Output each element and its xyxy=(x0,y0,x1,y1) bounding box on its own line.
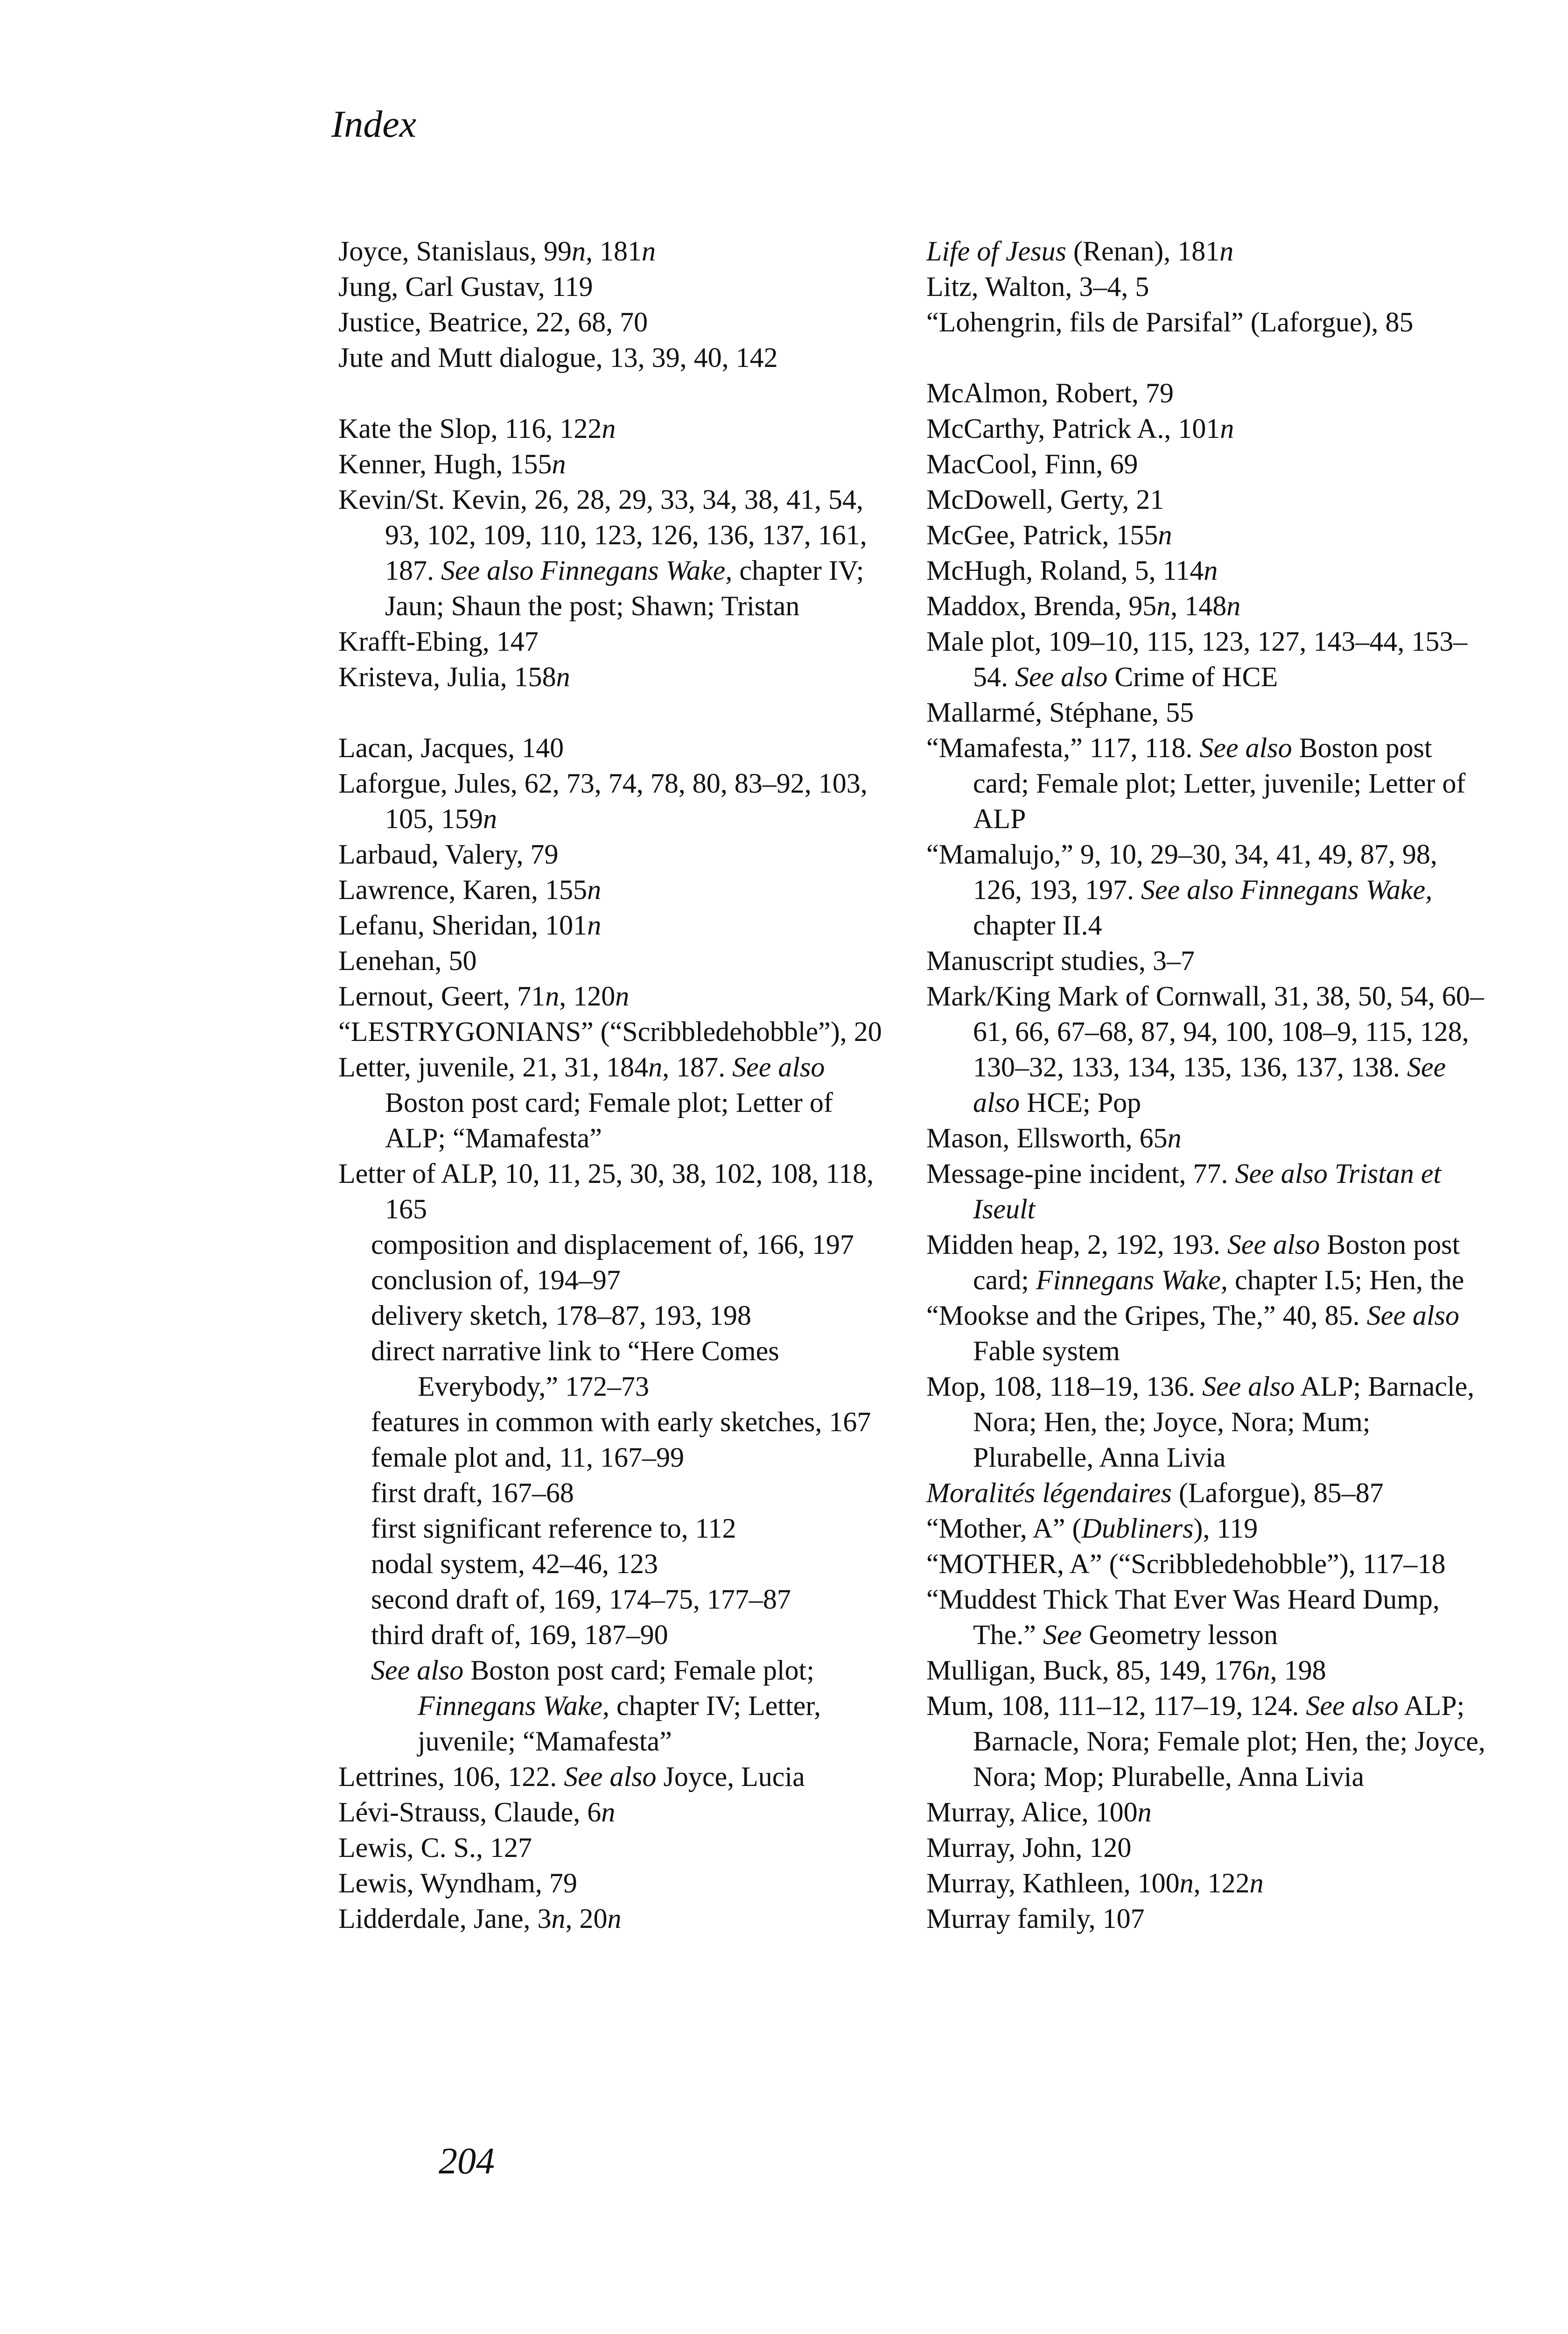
index-entry: Lenehan, 50 xyxy=(338,945,477,976)
index-entry: McGee, Patrick, 155n xyxy=(926,520,1172,550)
index-subentry: direct narrative link to “Here Comes Everybody,” 172–73 xyxy=(371,1336,779,1402)
index-subentry: See also Boston post card; Female plot; Finnegans Wake, chapter IV; Letter, juvenile; “Mamafesta” xyxy=(371,1655,821,1757)
index-entry: Lacan, Jacques, 140 xyxy=(338,732,564,763)
index-subentry: female plot and, 11, 167–99 xyxy=(371,1442,684,1473)
index-entry: Jute and Mutt dialogue, 13, 39, 40, 142 xyxy=(338,342,778,373)
index-subentry: features in common with early sketches, 167 xyxy=(371,1406,871,1437)
index-entry: “Muddest Thick That Ever Was Heard Dump, The.” See Geometry lesson xyxy=(926,1584,1440,1650)
index-entry: Lewis, Wyndham, 79 xyxy=(338,1868,577,1898)
index-entry: Murray, Kathleen, 100n, 122n xyxy=(926,1868,1264,1898)
index-entry: Kate the Slop, 116, 122n xyxy=(338,413,616,444)
index-entry: “MOTHER, A” (“Scribbledehobble”), 117–18 xyxy=(926,1548,1446,1579)
index-entry: Message-pine incident, 77. See also Tristan et Iseult xyxy=(926,1158,1442,1224)
index-column-left xyxy=(338,233,898,1936)
index-subentry: delivery sketch, 178–87, 193, 198 xyxy=(371,1300,751,1331)
index-entry: Kevin/St. Kevin, 26, 28, 29, 33, 34, 38, 41, 54, 93, 102, 109, 110, 123, 126, 136, 137, 161, 187. See also Finnegans Wake, chapter IV; Jaun; Shaun the post; Shawn; Tristan xyxy=(338,484,867,621)
index-subentry: first draft, 167–68 xyxy=(371,1477,574,1508)
index-entry: Krafft-Ebing, 147 xyxy=(338,626,539,657)
index-subentry: conclusion of, 194–97 xyxy=(371,1265,621,1295)
index-entry: Mulligan, Buck, 85, 149, 176n, 198 xyxy=(926,1655,1326,1686)
index-entry: Lawrence, Karen, 155n xyxy=(338,874,602,905)
index-entry: Lewis, C. S., 127 xyxy=(338,1832,532,1863)
index-subentry: second draft of, 169, 174–75, 177–87 xyxy=(371,1584,791,1615)
index-entry: Maddox, Brenda, 95n, 148n xyxy=(926,591,1241,621)
index-entry: “Mamafesta,” 117, 118. See also Boston post card; Female plot; Letter, juvenile; Letter of ALP xyxy=(926,732,1466,834)
index-entry: Larbaud, Valery, 79 xyxy=(338,839,559,870)
index-entry: Male plot, 109–10, 115, 123, 127, 143–44, 153–54. See also Crime of HCE xyxy=(926,626,1468,692)
index-entry: Lidderdale, Jane, 3n, 20n xyxy=(338,1903,622,1934)
letter-group-gap xyxy=(338,695,898,730)
index-entry: “Mother, A” (Dubliners), 119 xyxy=(926,1513,1258,1544)
index-entry: Letter of ALP, 10, 11, 25, 30, 38, 102, 108, 118, 165 xyxy=(338,1158,874,1224)
index-entry: McHugh, Roland, 5, 114n xyxy=(926,555,1218,586)
index-entry: Litz, Walton, 3–4, 5 xyxy=(926,271,1149,302)
letter-group-gap xyxy=(926,340,1486,375)
index-entry: “Mamalujo,” 9, 10, 29–30, 34, 41, 49, 87, 98, 126, 193, 197. See also Finnegans Wake, chapter II.4 xyxy=(926,839,1437,941)
index-entry: Lernout, Geert, 71n, 120n xyxy=(338,981,630,1012)
index-subentry: nodal system, 42–46, 123 xyxy=(371,1548,658,1579)
index-entry: “Lohengrin, fils de Parsifal” (Laforgue), 85 xyxy=(926,307,1414,337)
index-entry: Lévi-Strauss, Claude, 6n xyxy=(338,1797,616,1828)
index-entry: Joyce, Stanislaus, 99n, 181n xyxy=(338,236,656,267)
index-entry: “LESTRYGONIANS” (“Scribbledehobble”), 20 xyxy=(338,1016,882,1047)
index-entry: McAlmon, Robert, 79 xyxy=(926,378,1174,408)
index-entry: Mop, 108, 118–19, 136. See also ALP; Barnacle, Nora; Hen, the; Joyce, Nora; Mum; Plurabelle, Anna Livia xyxy=(926,1371,1475,1473)
index-entry: Mason, Ellsworth, 65n xyxy=(926,1123,1182,1153)
running-head: Index xyxy=(331,103,417,145)
index-entry: Kristeva, Julia, 158n xyxy=(338,661,570,692)
index-subentry: first significant reference to, 112 xyxy=(371,1513,736,1544)
index-entry: McCarthy, Patrick A., 101n xyxy=(926,413,1234,444)
index-entry: Moralités légendaires (Laforgue), 85–87 xyxy=(926,1477,1384,1508)
index-entry: Murray family, 107 xyxy=(926,1903,1145,1934)
index-entry: McDowell, Gerty, 21 xyxy=(926,484,1164,515)
index-entry: Manuscript studies, 3–7 xyxy=(926,945,1195,976)
index-entry: Jung, Carl Gustav, 119 xyxy=(338,271,593,302)
index-subentry: composition and displacement of, 166, 197 xyxy=(371,1229,854,1260)
index-entry: Mark/King Mark of Cornwall, 31, 38, 50, 54, 60–61, 66, 67–68, 87, 94, 100, 108–9, 115, 128, 130–32, 133, 134, 135, 136, 137, 138. See also HCE; Pop xyxy=(926,981,1484,1118)
index-entry: Letter, juvenile, 21, 31, 184n, 187. See also Boston post card; Female plot; Letter of ALP; “Mamafesta” xyxy=(338,1052,833,1153)
page-number: 204 xyxy=(439,2141,495,2182)
index-entry: Murray, John, 120 xyxy=(926,1832,1132,1863)
index-entry: Laforgue, Jules, 62, 73, 74, 78, 80, 83–92, 103, 105, 159n xyxy=(338,768,868,834)
index-entry: Life of Jesus (Renan), 181n xyxy=(926,236,1234,267)
index-entry: “Mookse and the Gripes, The,” 40, 85. See also Fable system xyxy=(926,1300,1459,1366)
index-entry: MacCool, Finn, 69 xyxy=(926,449,1138,479)
index-entry: Lettrines, 106, 122. See also Joyce, Lucia xyxy=(338,1761,805,1792)
index-column-right xyxy=(926,233,1486,1936)
index-entry: Mallarmé, Stéphane, 55 xyxy=(926,697,1194,728)
index-entry: Lefanu, Sheridan, 101n xyxy=(338,910,602,941)
letter-group-gap xyxy=(338,375,898,411)
index-entry: Midden heap, 2, 192, 193. See also Boston post card; Finnegans Wake, chapter I.5; Hen, the xyxy=(926,1229,1464,1295)
index-entry: Kenner, Hugh, 155n xyxy=(338,449,566,479)
index-entry: Justice, Beatrice, 22, 68, 70 xyxy=(338,307,648,337)
index-entry: Mum, 108, 111–12, 117–19, 124. See also ALP; Barnacle, Nora; Female plot; Hen, the; Joyce, Nora; Mop; Plurabelle, Anna Livia xyxy=(926,1690,1485,1792)
index-entry: Murray, Alice, 100n xyxy=(926,1797,1152,1828)
index-subentry: third draft of, 169, 187–90 xyxy=(371,1619,668,1650)
